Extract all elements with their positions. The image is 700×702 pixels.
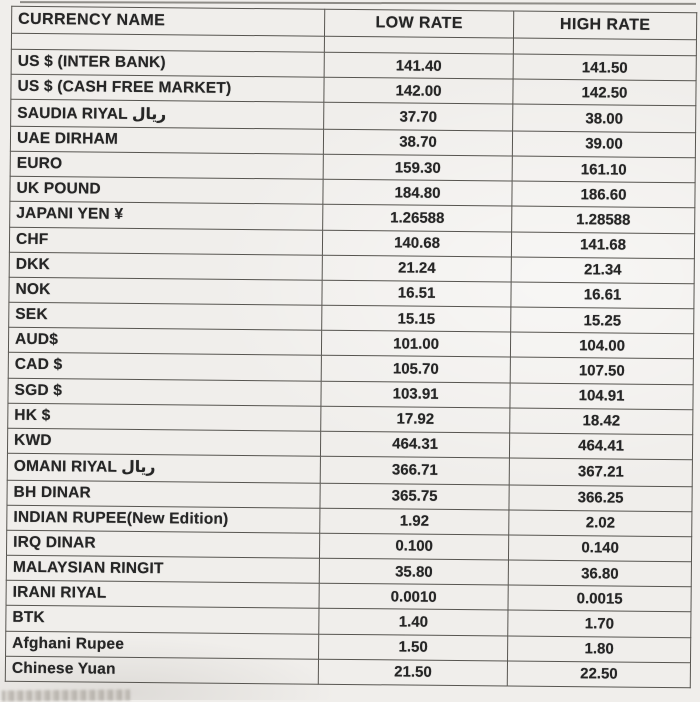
currency-name-cell: BH DINAR [7,480,320,508]
currency-name-cell: UAE DIRHAM [10,126,323,154]
low-rate-cell: 464.31 [320,431,509,458]
currency-name-cell: NOK [9,277,322,305]
currency-name-cell: CAD $ [8,353,321,381]
currency-name-cell: US $ (INTER BANK) [11,49,324,77]
low-rate-cell: 1.40 [319,609,508,636]
low-rate-cell: 1.26588 [323,205,512,232]
high-rate-cell: 142.50 [513,79,696,106]
currency-table-wrapper [5,6,697,691]
low-rate-cell: 140.68 [322,230,511,257]
high-rate-cell: 104.91 [510,383,693,410]
low-rate-cell: 35.80 [319,558,508,585]
currency-name-cell: INDIAN RUPEE(New Edition) [7,505,320,533]
column-header-currency-name: CURRENCY NAME [12,6,325,36]
page-top-edge-line [20,1,696,5]
low-rate-cell: 21.50 [318,659,507,686]
high-rate-cell: 21.34 [511,257,694,284]
currency-name-cell: US $ (CASH FREE MARKET) [11,74,324,102]
currency-rates-table [5,6,697,689]
currency-name-cell: Afghani Rupee [6,631,319,659]
currency-name-cell: CHF [9,227,322,255]
table-row [5,656,690,688]
high-rate-cell: 107.50 [510,357,693,384]
currency-name-cell: KWD [7,428,320,456]
high-rate-cell: 1.28588 [512,206,695,233]
low-rate-cell: 0.100 [320,533,509,560]
currency-name-cell: BTK [6,606,319,634]
currency-name-cell: SAUDIA RIYAL ريال [11,100,324,129]
high-rate-cell: 161.10 [512,156,695,183]
low-rate-cell: 141.40 [324,52,513,79]
low-rate-cell: 16.51 [322,280,511,307]
table-body [5,49,696,688]
currency-name-cell: DKK [9,252,322,280]
currency-name-cell: OMANI RIYAL ريال [7,453,320,482]
currency-name-cell: SGD $ [8,378,321,406]
high-rate-cell: 22.50 [507,661,690,688]
high-rate-cell: 366.25 [509,485,692,512]
low-rate-cell: 101.00 [321,330,510,357]
currency-name-cell: JAPANI YEN ¥ [10,202,323,230]
low-rate-cell: 38.70 [323,129,512,156]
low-rate-cell: 17.92 [321,406,510,433]
high-rate-cell: 141.50 [513,54,696,81]
high-rate-cell: 16.61 [511,282,694,309]
currency-name-cell: SEK [9,302,322,330]
currency-name-cell: MALAYSIAN RINGIT [6,555,319,583]
low-rate-cell: 0.0010 [319,583,508,610]
currency-name-cell: Chinese Yuan [5,656,318,684]
currency-name-cell: EURO [10,151,323,179]
column-header-low-rate: LOW RATE [325,9,514,38]
high-rate-cell: 0.140 [509,535,692,562]
high-rate-cell: 0.0015 [508,585,691,612]
low-rate-cell: 1.92 [320,508,509,535]
low-rate-cell: 365.75 [320,483,509,510]
currency-name-cell: AUD$ [8,327,321,355]
high-rate-cell: 39.00 [512,131,695,158]
low-rate-cell: 142.00 [324,77,513,104]
high-rate-cell: 367.21 [509,458,692,486]
high-rate-cell: 38.00 [513,104,696,132]
low-rate-cell: 1.50 [319,634,508,661]
spacer-cell [513,38,696,56]
low-rate-cell: 15.15 [322,305,511,332]
high-rate-cell: 141.68 [511,232,694,259]
high-rate-cell: 36.80 [508,560,691,587]
spacer-cell [324,36,513,54]
high-rate-cell: 104.00 [510,332,693,359]
high-rate-cell: 1.80 [508,636,691,663]
currency-name-cell: HK $ [8,403,321,431]
currency-name-cell: IRQ DINAR [6,530,319,558]
low-rate-cell: 21.24 [322,255,511,282]
low-rate-cell: 105.70 [321,356,510,383]
low-rate-cell: 37.70 [324,103,513,131]
low-rate-cell: 103.91 [321,381,510,408]
low-rate-cell: 159.30 [323,154,512,181]
low-rate-cell: 366.71 [320,456,509,484]
low-rate-cell: 184.80 [323,179,512,206]
currency-name-cell: UK POUND [10,176,323,204]
high-rate-cell: 15.25 [511,307,694,334]
high-rate-cell: 18.42 [510,408,693,435]
currency-name-cell: IRANI RIYAL [6,580,319,608]
high-rate-cell: 464.41 [510,433,693,460]
high-rate-cell: 1.70 [508,610,691,637]
high-rate-cell: 186.60 [512,181,695,208]
high-rate-cell: 2.02 [509,510,692,537]
column-header-high-rate: HIGH RATE [514,11,697,40]
